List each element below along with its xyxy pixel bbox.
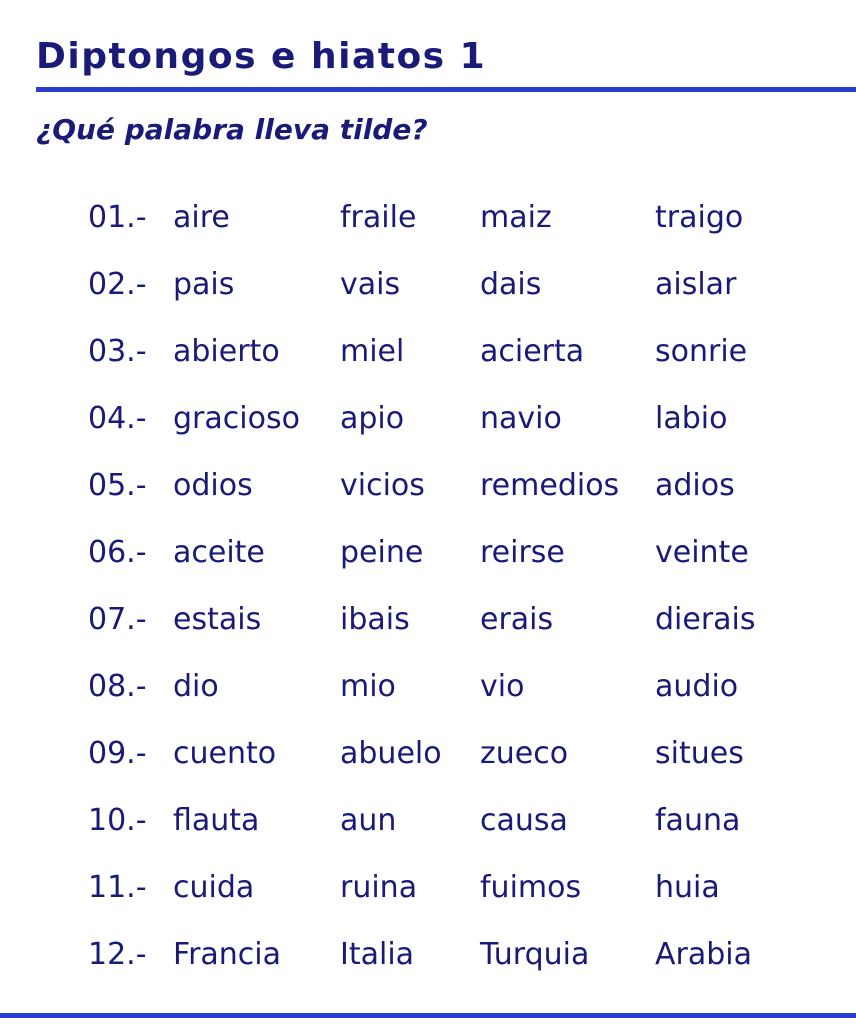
word-option[interactable]: pais [173,267,235,303]
row-number: 09.- [88,736,147,772]
word-option[interactable]: reirse [480,535,565,571]
table-row [88,519,856,586]
word-option[interactable]: Turquia [480,937,590,973]
page-title: Diptongos e hiatos 1 [36,36,487,77]
word-option[interactable]: labio [655,401,728,437]
table-row [88,184,856,251]
word-option[interactable]: vio [480,669,525,705]
word-option[interactable]: mio [340,669,396,705]
word-option[interactable]: remedios [480,468,620,504]
word-option[interactable]: estais [173,602,262,638]
row-number: 01.- [88,200,147,236]
word-option[interactable]: Italia [340,937,415,973]
word-option[interactable]: zueco [480,736,569,772]
word-option[interactable]: vais [340,267,401,303]
table-row [88,385,856,452]
word-option[interactable]: gracioso [173,401,300,437]
table-row [88,251,856,318]
row-number: 05.- [88,468,147,504]
table-row [88,653,856,720]
word-table [88,184,856,988]
word-option[interactable]: Francia [173,937,282,973]
row-number: 06.- [88,535,147,571]
word-option[interactable]: flauta [173,803,260,839]
word-option[interactable]: dais [480,267,542,303]
word-option[interactable]: cuento [173,736,277,772]
word-option[interactable]: Arabia [655,937,753,973]
word-option[interactable]: aceite [173,535,265,571]
worksheet-question: ¿Qué palabra lleva tilde? [36,113,428,147]
row-number: 02.- [88,267,147,303]
table-row [88,452,856,519]
row-number: 08.- [88,669,147,705]
word-option[interactable]: abierto [173,334,280,370]
table-row [88,586,856,653]
title-underline-rule [36,87,856,92]
word-option[interactable]: causa [480,803,568,839]
row-number: 10.- [88,803,147,839]
word-option[interactable]: fauna [655,803,741,839]
word-option[interactable]: aire [173,200,230,236]
row-number: 12.- [88,937,147,973]
word-option[interactable]: fuimos [480,870,582,906]
word-option[interactable]: cuida [173,870,255,906]
word-option[interactable]: miel [340,334,405,370]
word-option[interactable]: aislar [655,267,737,303]
word-option[interactable]: situes [655,736,744,772]
word-option[interactable]: huia [655,870,720,906]
word-option[interactable]: odios [173,468,253,504]
table-row [88,854,856,921]
word-option[interactable]: sonrie [655,334,748,370]
row-number: 03.- [88,334,147,370]
word-option[interactable]: peine [340,535,424,571]
word-option[interactable]: maiz [480,200,552,236]
word-option[interactable]: apio [340,401,405,437]
table-row [88,318,856,385]
row-number: 04.- [88,401,147,437]
word-option[interactable]: fraile [340,200,417,236]
word-option[interactable]: veinte [655,535,749,571]
word-option[interactable]: aun [340,803,397,839]
footer-rule [0,1013,856,1018]
table-row [88,921,856,988]
word-option[interactable]: acierta [480,334,585,370]
word-option[interactable]: traigo [655,200,744,236]
table-row [88,787,856,854]
word-option[interactable]: dierais [655,602,756,638]
table-row [88,720,856,787]
word-option[interactable]: adios [655,468,735,504]
word-option[interactable]: ruina [340,870,418,906]
word-option[interactable]: ibais [340,602,410,638]
row-number: 07.- [88,602,147,638]
word-option[interactable]: vicios [340,468,425,504]
word-option[interactable]: dio [173,669,219,705]
word-option[interactable]: navio [480,401,562,437]
row-number: 11.- [88,870,147,906]
word-option[interactable]: abuelo [340,736,442,772]
word-option[interactable]: erais [480,602,554,638]
word-option[interactable]: audio [655,669,739,705]
